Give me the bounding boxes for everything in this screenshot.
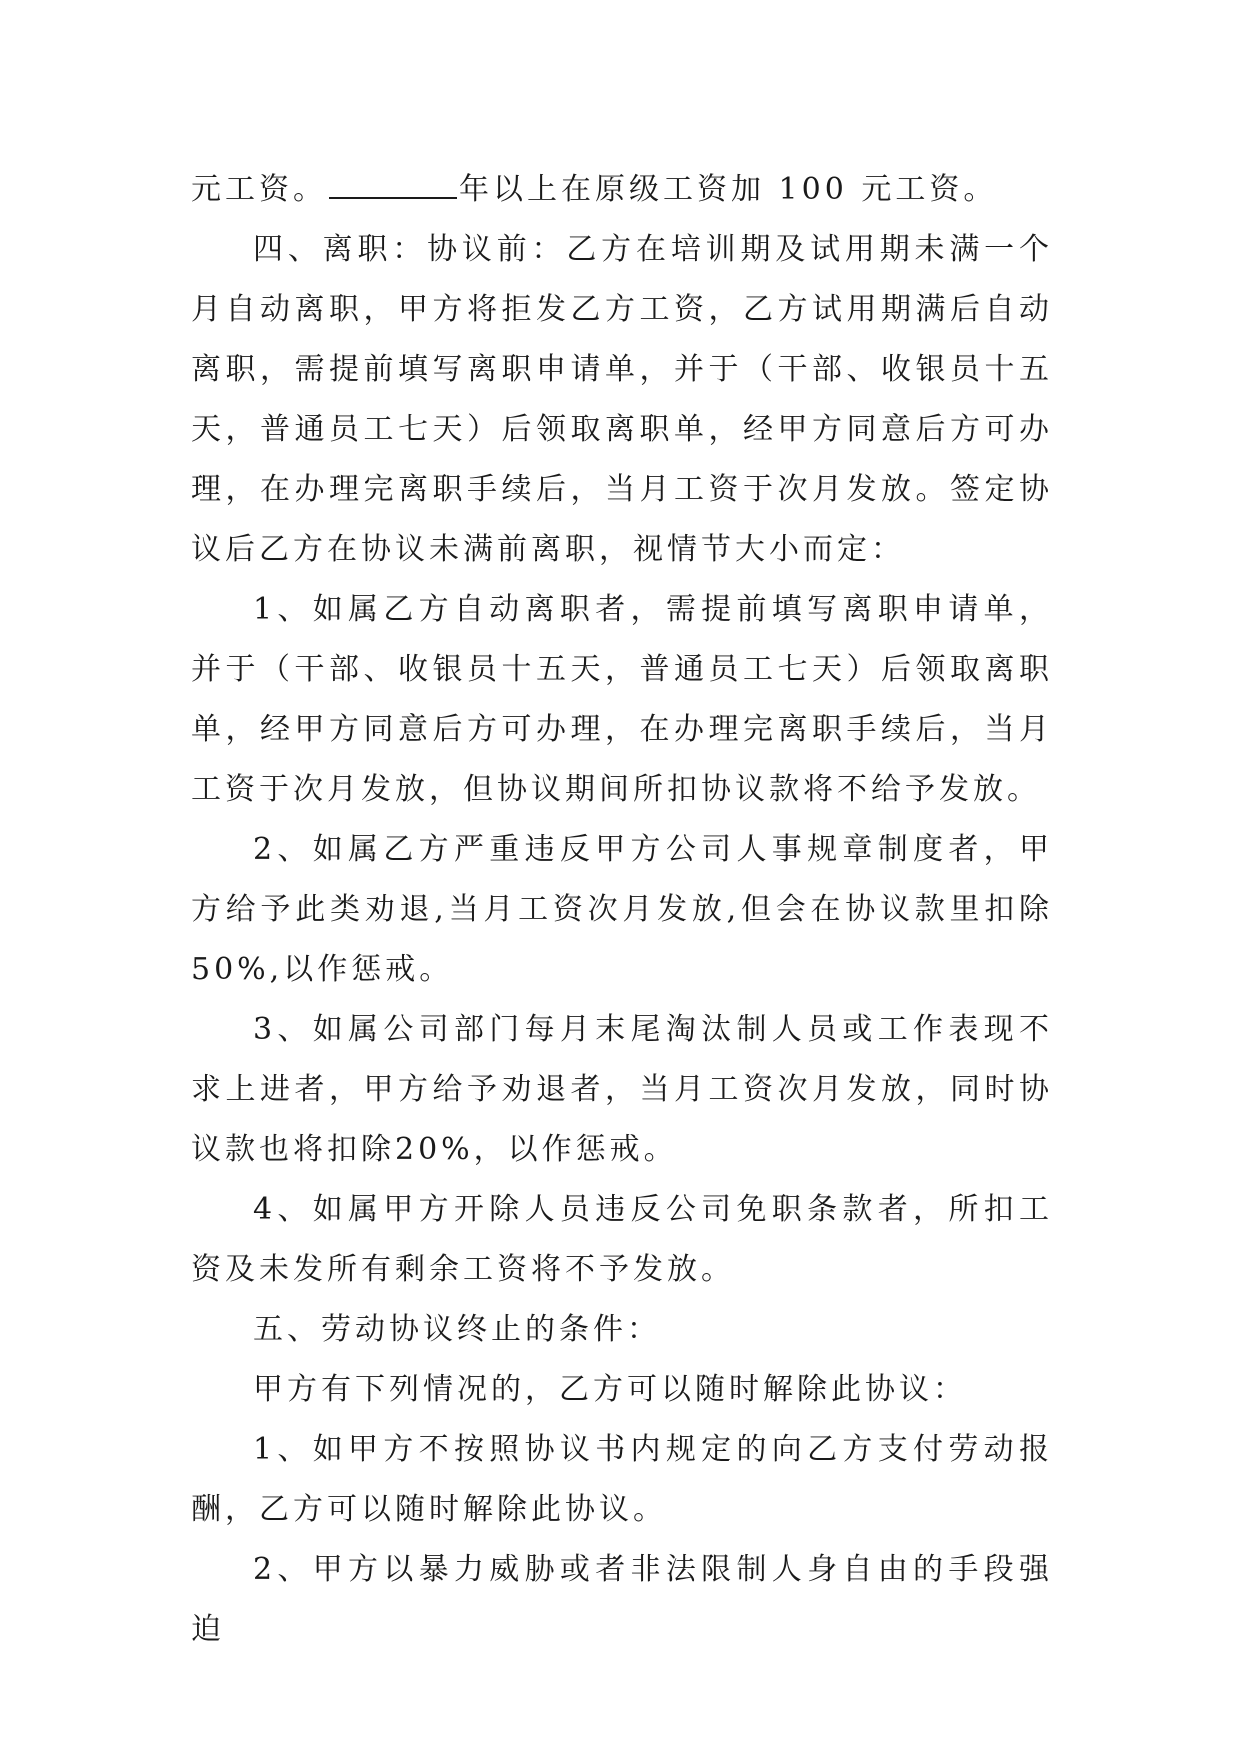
document-body — [191, 160, 1053, 1660]
section-heading-termination: 五、劳动协议终止的条件： — [253, 1312, 661, 1347]
paragraph-clause-1: 1、如属乙方自动离职者，需提前填写离职申请单，并于（干部、收银员十五天，普通员工七天）后领取离职单，经甲方同意后方可办理，在办理完离职手续后，当月工资于次月发放，但协议期间所扣协议款将不给予发放。 — [191, 592, 1053, 807]
paragraph-termination-1: 1、如甲方不按照协议书内规定的向乙方支付劳动报酬，乙方可以随时解除此协议。 — [191, 1432, 1053, 1527]
paragraph-termination-2: 2、甲方以暴力威胁或者非法限制人身自由的手段强迫 — [191, 1552, 1053, 1647]
paragraph-termination-intro: 甲方有下列情况的，乙方可以随时解除此协议： — [253, 1372, 967, 1407]
fill-in-blank — [329, 175, 457, 199]
paragraph-continuation — [191, 160, 1053, 220]
paragraph-clause-3: 3、如属公司部门每月末尾淘汰制人员或工作表现不求上进者，甲方给予劝退者，当月工资次月发放，同时协议款也将扣除20%，以作惩戒。 — [191, 1012, 1053, 1167]
paragraph-text-after-blank: 年以上在原级工资加 100 元工资。 — [459, 172, 998, 207]
paragraph-text-before-blank: 元工资。 — [191, 172, 327, 207]
paragraph-clause-4: 4、如属甲方开除人员违反公司免职条款者，所扣工资及未发所有剩余工资将不予发放。 — [191, 1192, 1053, 1287]
paragraph-resignation: 四、离职：协议前：乙方在培训期及试用期未满一个月自动离职，甲方将拒发乙方工资，乙方试用期满后自动离职，需提前填写离职申请单，并于（干部、收银员十五天，普通员工七天）后领取离职单，经甲方同意后方可办理，在办理完离职手续后，当月工资于次月发放。签定协议后乙方在协议未满前离职，视情节大小而定： — [191, 232, 1053, 567]
paragraph-clause-2: 2、如属乙方严重违反甲方公司人事规章制度者，甲方给予此类劝退,当月工资次月发放,但会在协议款里扣除50%,以作惩戒。 — [191, 832, 1053, 987]
